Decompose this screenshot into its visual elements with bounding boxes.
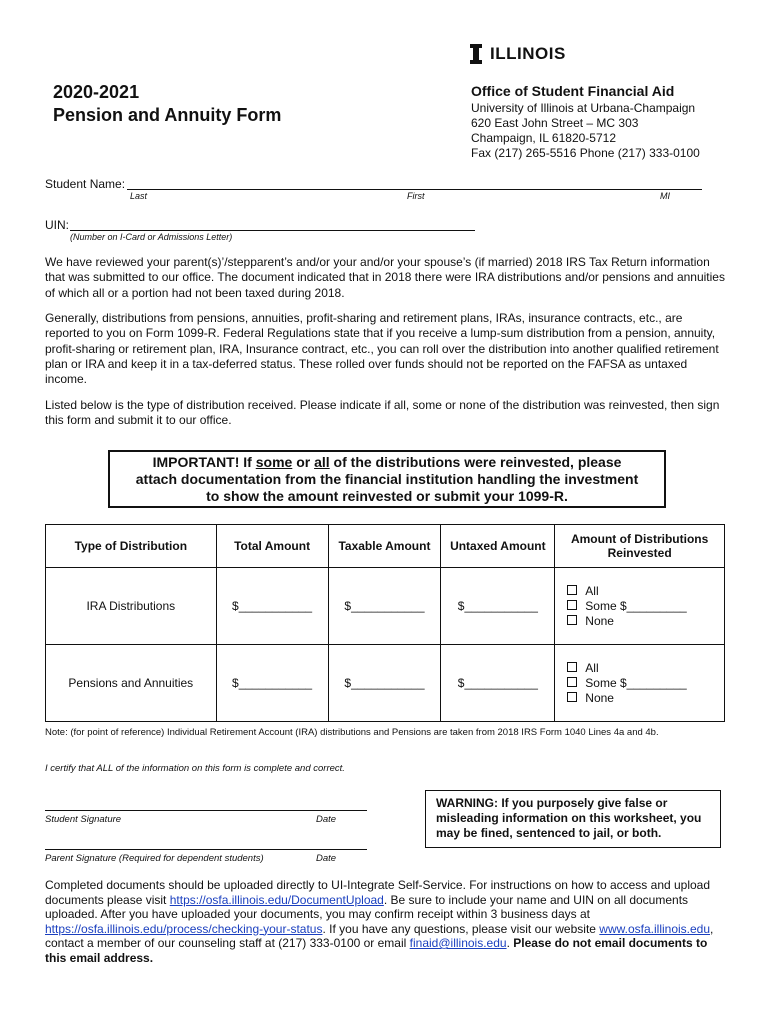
header-untaxed: Untaxed Amount — [441, 525, 555, 568]
taxable-amount-field[interactable]: $___________ — [328, 645, 441, 722]
important-line-2: attach documentation from the financial institution handling the investment — [135, 471, 639, 487]
header-type: Type of Distribution — [46, 525, 217, 568]
important-line-1: IMPORTANT! If some or all of the distributions were reinvested, please — [152, 454, 622, 470]
office-university: University of Illinois at Urbana-Champaign — [471, 101, 696, 115]
row-type: Pensions and Annuities — [46, 645, 217, 722]
option-none[interactable]: None — [567, 691, 723, 706]
option-some[interactable]: Some $_________ — [567, 676, 723, 691]
uin-sub-label: (Number on I-Card or Admissions Letter) — [70, 232, 233, 242]
illinois-logo — [470, 44, 566, 64]
reinvested-options — [555, 568, 725, 645]
checkbox-icon[interactable] — [567, 600, 577, 610]
finaid-email-link[interactable]: finaid@illinois.edu — [409, 936, 507, 950]
first-name-label: First — [407, 191, 425, 201]
last-name-label: Last — [130, 191, 148, 201]
checking-status-link[interactable]: https://osfa.illinois.edu/process/checking-your-status — [45, 921, 323, 936]
header-total: Total Amount — [216, 525, 328, 568]
office-city: Champaign, IL 61820-5712 — [471, 131, 616, 145]
checkbox-icon[interactable] — [567, 615, 577, 625]
office-title: Office of Student Financial Aid — [471, 83, 675, 99]
student-date-label: Date — [316, 814, 337, 825]
important-notice — [108, 450, 666, 508]
parent-date-label: Date — [316, 853, 337, 864]
row-type: IRA Distributions — [46, 568, 217, 645]
important-line-3: to show the amount reinvested or submit your 1099-R. — [206, 488, 568, 504]
osfa-website-link[interactable]: www.osfa.illinois.edu — [599, 921, 711, 936]
option-all[interactable]: All — [567, 661, 723, 676]
header-taxable: Taxable Amount — [328, 525, 441, 568]
office-contact: Fax (217) 265-5516 Phone (217) 333-0100 — [471, 146, 700, 160]
document-upload-link[interactable]: https://osfa.illinois.edu/DocumentUpload — [169, 892, 384, 907]
warning-box: WARNING: If you purposely give false or misleading information on this worksheet, you may be fined, sentenced to jail, or both. — [425, 790, 721, 848]
student-signature-label: Student Signature — [45, 814, 122, 825]
total-amount-field[interactable]: $___________ — [216, 568, 328, 645]
paragraph-regulations: Generally, distributions from pensions, annuities, profit-sharing and retirement plans, IRAs, insurance contracts, etc., are reported to you on Form 1099-R. Federal Regulations state that if you receive a lump-sum distribution from a pension, annuity, profit-sharing or retirement plan, IRA, Insurance contract, etc., you can roll over the distribution into another qualified retirement plan or IRA and keep it in a tax-deferred status. These rolled over funds should not be reported on the FAFSA as untaxed income. — [45, 311, 719, 387]
checkbox-icon[interactable] — [567, 677, 577, 687]
parent-signature-line[interactable] — [45, 849, 367, 850]
untaxed-amount-field[interactable]: $___________ — [441, 568, 555, 645]
checkbox-icon[interactable] — [567, 692, 577, 702]
uin-label: UIN: — [45, 218, 69, 232]
paragraph-instructions: Listed below is the type of distribution received. Please indicate if all, some or none of the distribution was reinvested, then sign this form and submit it to our office. — [45, 398, 720, 428]
table-header-row — [46, 525, 725, 568]
untaxed-amount-field[interactable]: $___________ — [441, 645, 555, 722]
form-title: Pension and Annuity Form — [53, 105, 282, 125]
checkbox-icon[interactable] — [567, 662, 577, 672]
office-street: 620 East John Street – MC 303 — [471, 116, 639, 130]
distribution-table — [45, 524, 725, 722]
uin-line[interactable] — [70, 230, 475, 231]
option-all[interactable]: All — [567, 584, 723, 599]
header-reinvested: Amount of Distributions Reinvested — [555, 525, 725, 568]
checkbox-icon[interactable] — [567, 585, 577, 595]
form-year: 2020-2021 — [53, 82, 140, 102]
parent-signature-label: Parent Signature (Required for dependent students) — [45, 853, 264, 864]
total-amount-field[interactable]: $___________ — [216, 645, 328, 722]
middle-initial-label: MI — [660, 191, 670, 201]
student-name-line[interactable] — [127, 189, 702, 190]
taxable-amount-field[interactable]: $___________ — [328, 568, 441, 645]
student-signature-line[interactable] — [45, 810, 367, 811]
option-some[interactable]: Some $_________ — [567, 599, 723, 614]
block-i-icon — [470, 44, 482, 64]
option-none[interactable]: None — [567, 614, 723, 629]
upload-instructions: Completed documents should be uploaded directly to UI-Integrate Self-Service. For instructions on how to access and upload documents please visit https://osfa.illinois.edu/DocumentUpload. Be sure to include your name and UIN on all documents uploaded. After you have uploaded your documents, you may confirm receipt within 3 business days at https://osfa.illinois.edu/process/checking-your-status. If you have any questions, please visit our website www.osfa.illinois.edu, contact a member of our counseling staff at (217) 333-0100 or email finaid@illinois.edu. Please do not email documents to this email address. — [45, 878, 714, 965]
table-row — [46, 568, 725, 645]
paragraph-review: We have reviewed your parent(s)’/stepparent’s and/or your and/or your spouse’s (if married) 2018 IRS Tax Return information that was submitted to our office. The document indicated that in 2018 there were IRA distributions and/or pensions and annuities of which all or a portion had not been taxed during 2018. — [45, 255, 725, 300]
reference-note: Note: (for point of reference) Individual Retirement Account (IRA) distributions and Pensions are taken from 2018 IRS Form 1040 Lines 4a and 4b. — [45, 727, 659, 738]
no-email-warning: Please do not email documents to this email address. — [45, 936, 708, 965]
certify-statement: I certify that ALL of the information on this form is complete and correct. — [45, 763, 345, 774]
table-row — [46, 645, 725, 722]
reinvested-options — [555, 645, 725, 722]
student-name-label: Student Name: — [45, 177, 126, 191]
logo-text: ILLINOIS — [490, 44, 566, 63]
